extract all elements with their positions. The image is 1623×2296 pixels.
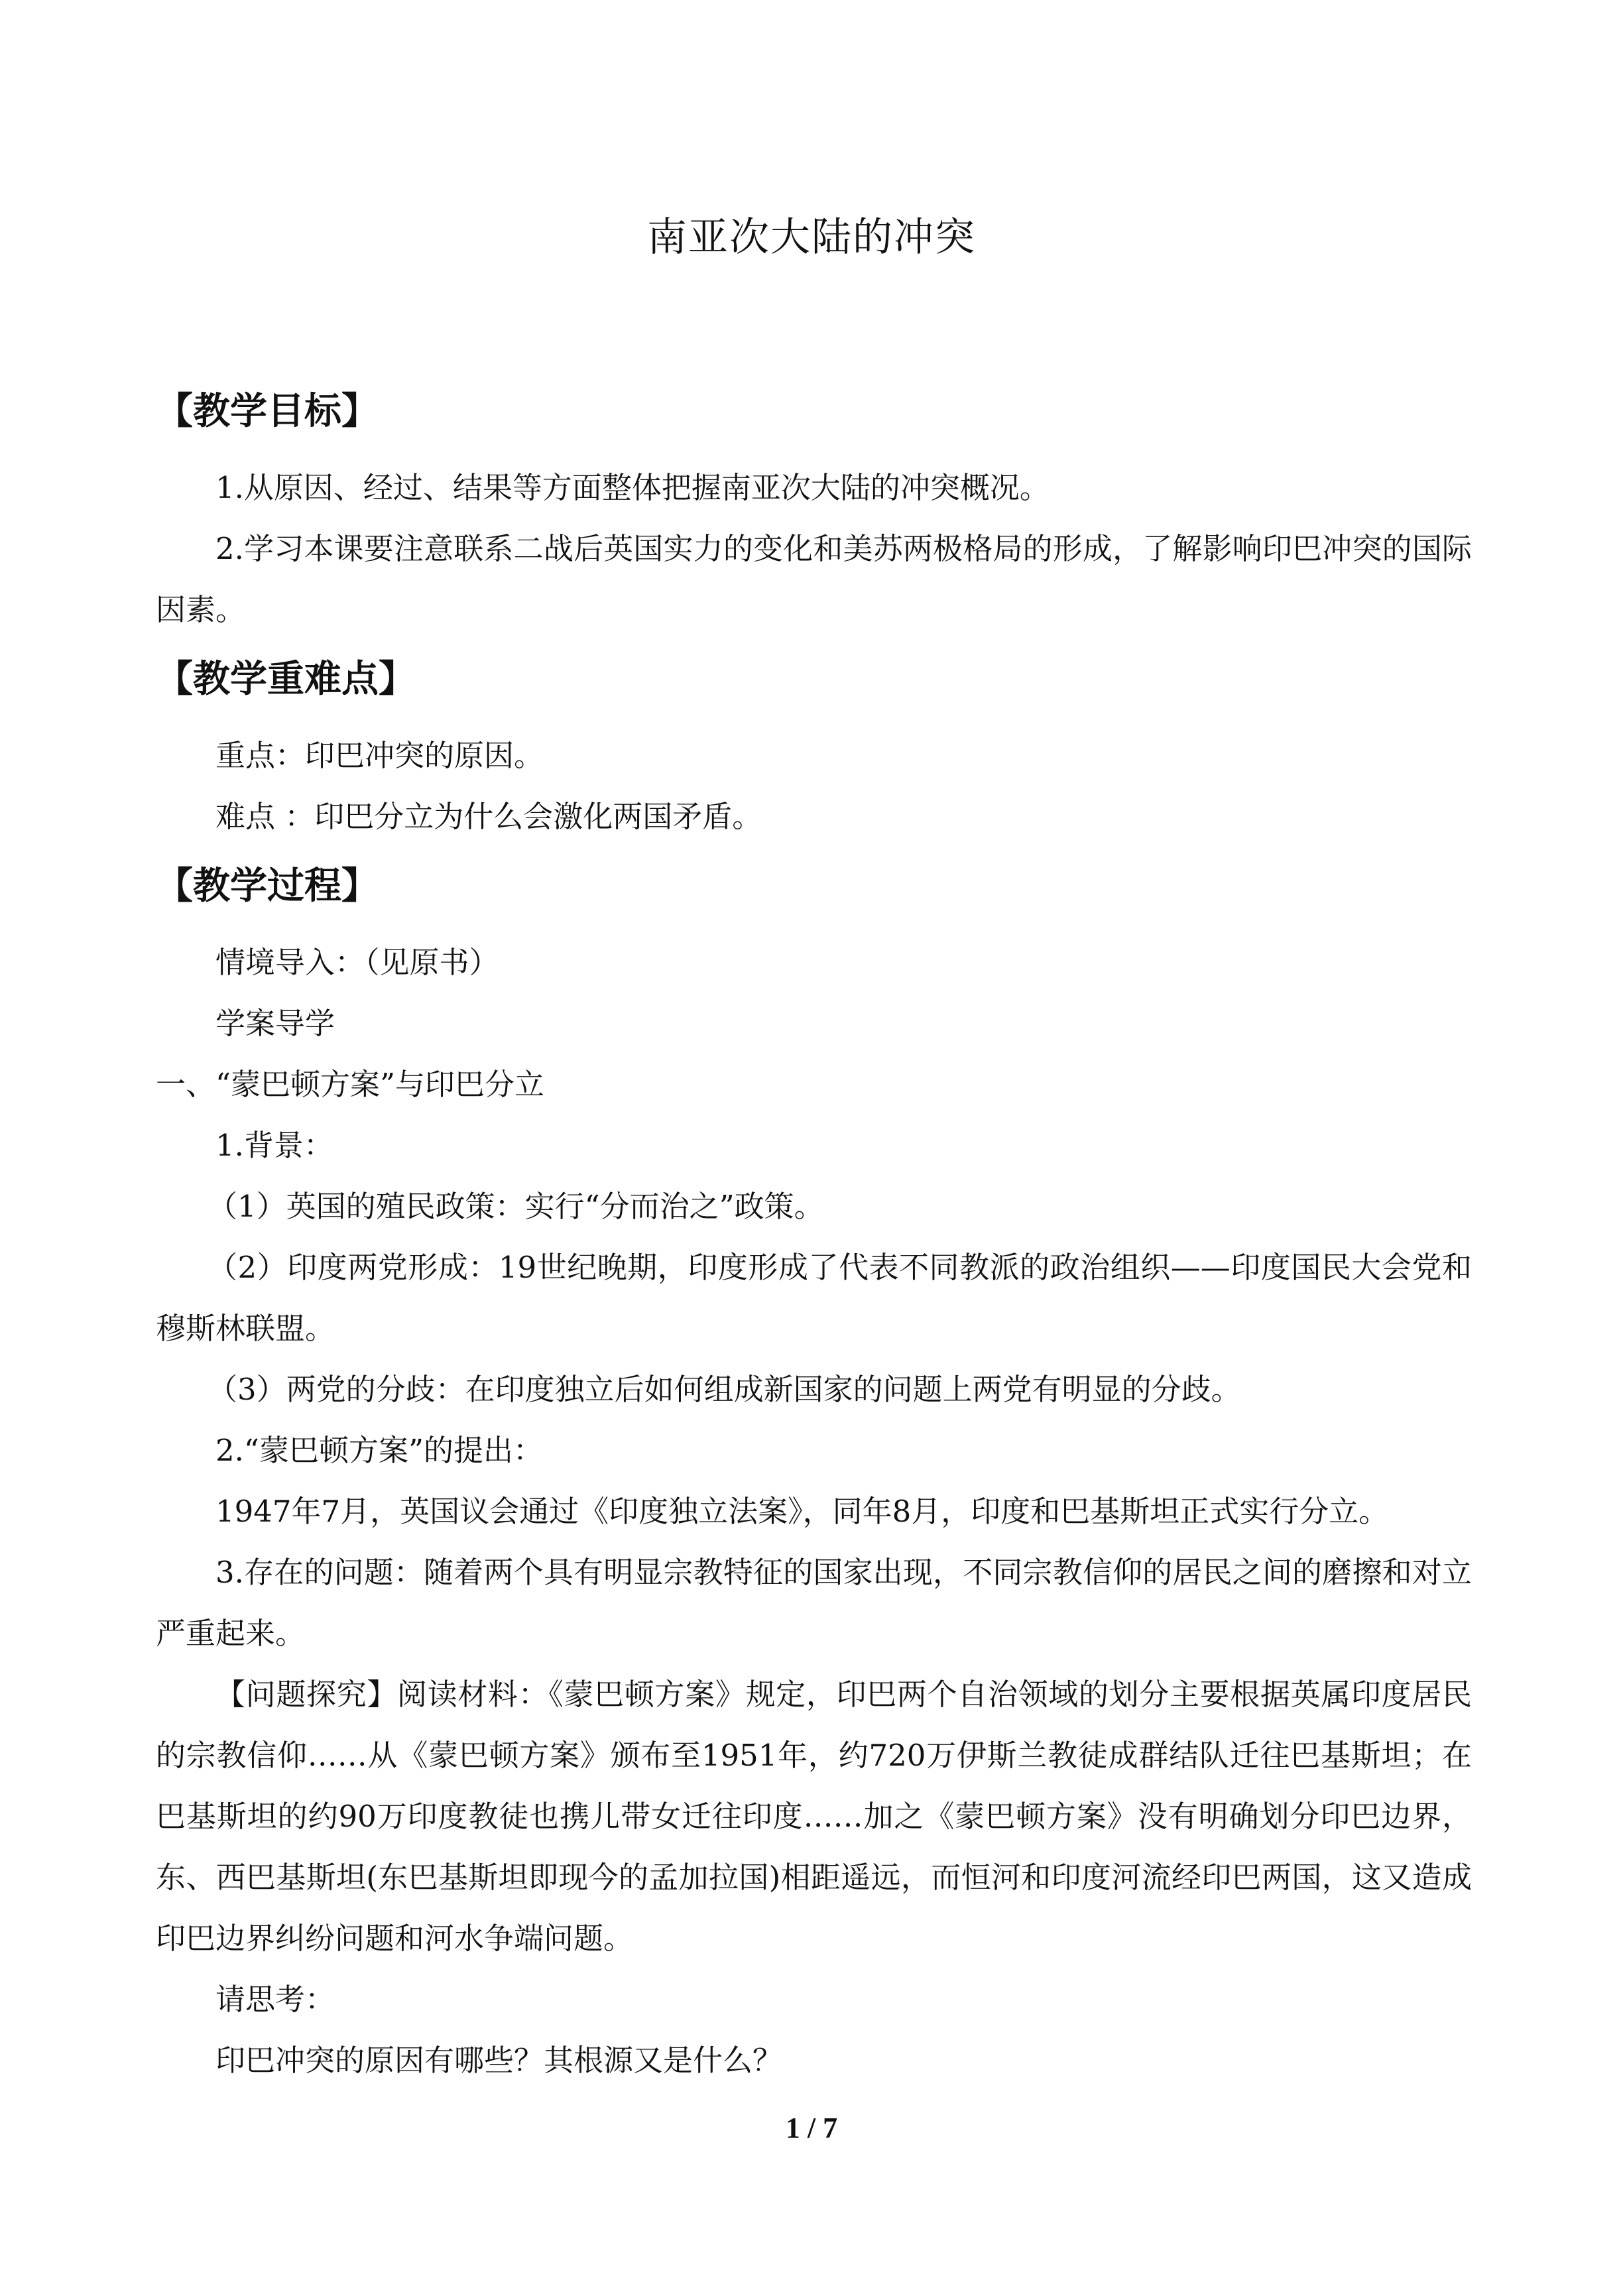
process-intro: 情境导入：（见原书） bbox=[215, 945, 499, 980]
process-guide: 学案导学 bbox=[215, 1006, 335, 1041]
inquiry-text: 【问题探究】阅读材料：《蒙巴顿方案》规定，印巴两个自治领域的划分主要根据英属印度居民的宗教信仰……从《蒙巴顿方案》颁布至1951年，约720万伊斯兰教徒成群结队迁往巴基斯坦；在巴基斯坦的约90万印度教徒也携儿带女迁往印度……加之《蒙巴顿方案》没有明确划分印巴边界，东、西巴基斯坦(东巴基斯坦即现今的孟加拉国)相距遥远，而恒河和印度河流经印巴两国，这又造成印巴边界纠纷问题和河水争端问题。 bbox=[156, 1677, 1472, 1956]
heading-objectives: 【教学目标】 bbox=[156, 389, 379, 433]
document-body bbox=[156, 378, 1472, 2091]
background-item-2: （2）印度两党形成：19世纪晚期，印度形成了代表不同教派的政治组织——印度国民大会党和穆斯林联盟。 bbox=[156, 1250, 1472, 1346]
page-number: 1 / 7 bbox=[785, 2112, 838, 2144]
objective-item-2: 2.学习本课要注意联系二战后英国实力的变化和美苏两极格局的形成，了解影响印巴冲突的国际因素。 bbox=[156, 531, 1472, 627]
heading-process: 【教学过程】 bbox=[156, 864, 379, 908]
objective-item-1: 1.从原因、经过、结果等方面整体把握南亚次大陆的冲突概况。 bbox=[215, 470, 1050, 505]
heading-key-points: 【教学重难点】 bbox=[156, 657, 416, 701]
plan-label: 2.“蒙巴顿方案”的提出： bbox=[215, 1433, 543, 1468]
background-item-1: （1）英国的殖民政策：实行“分而治之”政策。 bbox=[208, 1189, 824, 1224]
think-question: 印巴冲突的原因有哪些？其根源又是什么？ bbox=[215, 2043, 783, 2078]
background-item-3: （3）两党的分歧：在印度独立后如何组成新国家的问题上两党有明显的分歧。 bbox=[208, 1372, 1241, 1407]
part1-title: 一、“蒙巴顿方案”与印巴分立 bbox=[156, 1067, 545, 1102]
problem-text: 3.存在的问题：随着两个具有明显宗教特征的国家出现，不同宗教信仰的居民之间的磨擦和对立严重起来。 bbox=[156, 1555, 1472, 1651]
key-point-focus: 重点：印巴冲突的原因。 bbox=[215, 738, 544, 773]
key-point-difficulty: 难点 ：印巴分立为什么会激化两国矛盾。 bbox=[215, 799, 762, 834]
background-label: 1.背景： bbox=[215, 1128, 333, 1163]
page-title: 南亚次大陆的冲突 bbox=[647, 214, 976, 261]
think-label: 请思考： bbox=[215, 1982, 335, 2017]
plan-text: 1947年7月，英国议会通过《印度独立法案》，同年8月，印度和巴基斯坦正式实行分立。 bbox=[215, 1494, 1389, 1529]
